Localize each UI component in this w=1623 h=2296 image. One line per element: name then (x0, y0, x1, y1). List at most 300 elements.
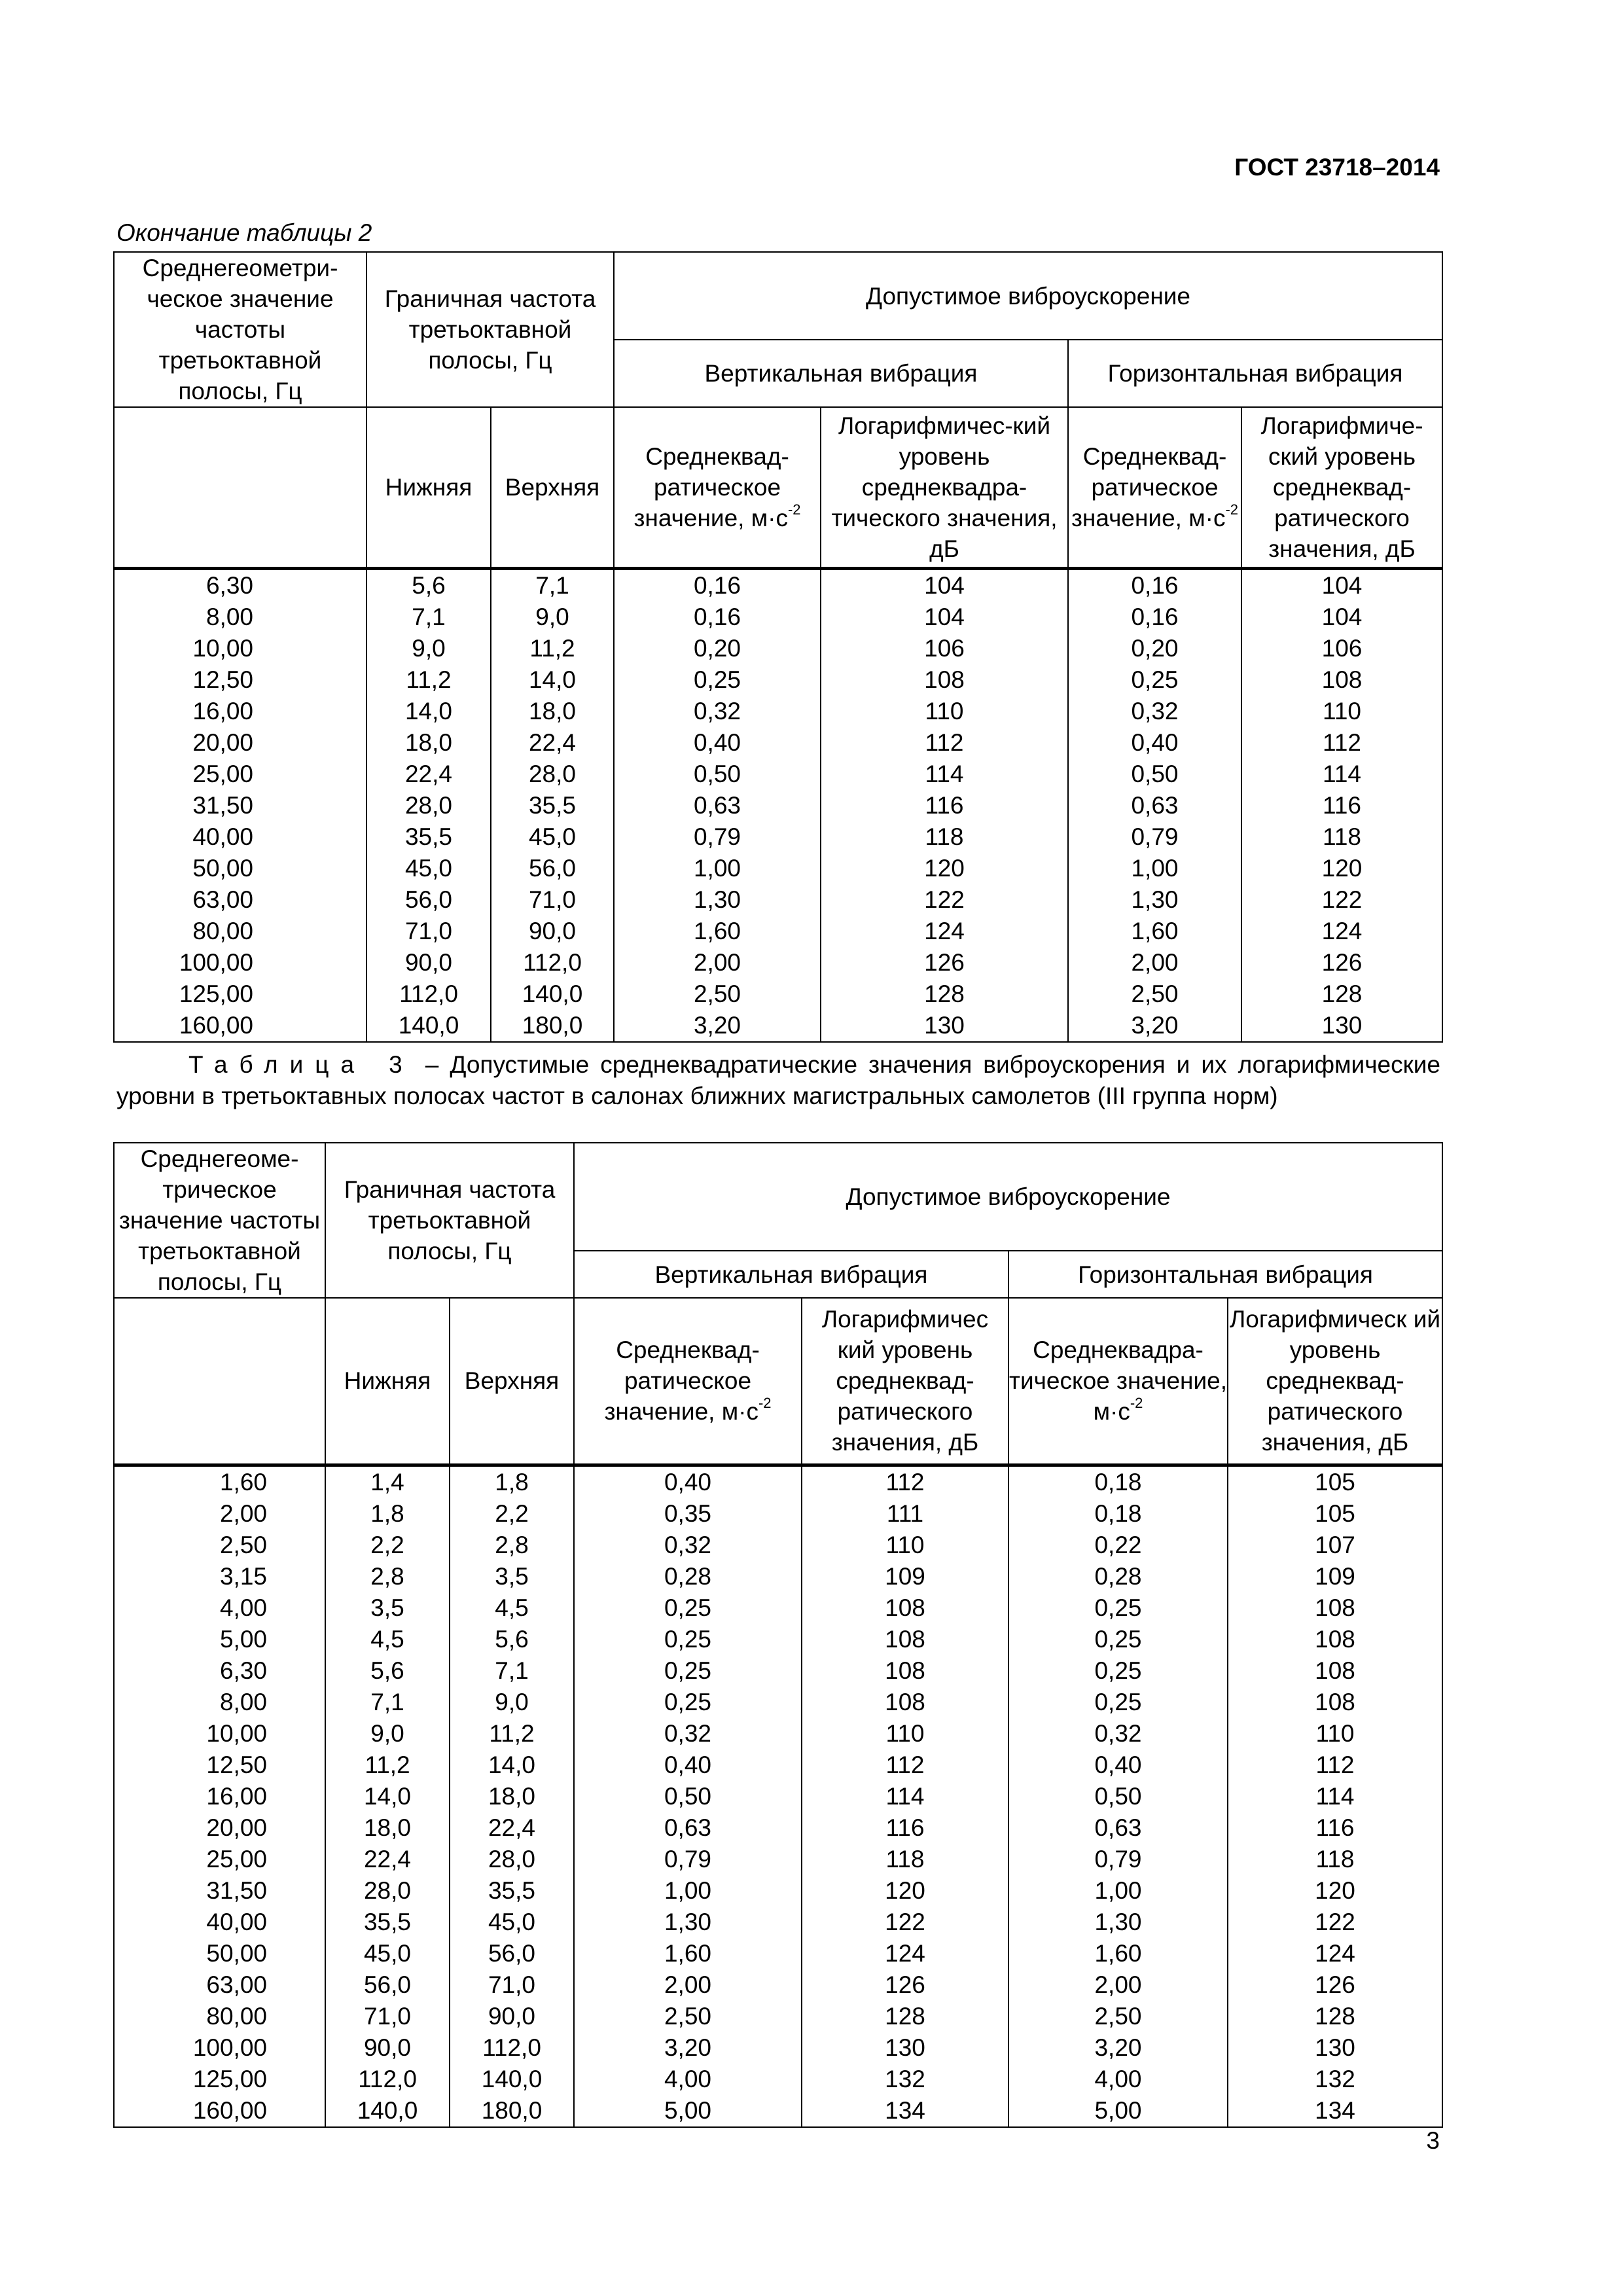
table-cell: 22,4 (491, 727, 614, 759)
table-cell: 0,25 (574, 1592, 802, 1624)
table-cell: 18,0 (491, 696, 614, 727)
table-cell: 6,30 (114, 568, 366, 601)
table-cell: 0,79 (1008, 1844, 1228, 1875)
table-cell: 0,50 (574, 1781, 802, 1812)
table-cell: 0,25 (1008, 1592, 1228, 1624)
table-cell: 0,79 (614, 821, 821, 853)
table-cell: 104 (1241, 568, 1442, 601)
table-cell: 126 (821, 947, 1068, 978)
table-cell: 120 (1228, 1875, 1442, 1907)
table-cell: 108 (1228, 1687, 1442, 1718)
table-cell: 108 (1228, 1592, 1442, 1624)
table-row (114, 978, 1442, 1010)
table-cell: 35,5 (450, 1875, 574, 1907)
table-cell: 0,16 (614, 568, 821, 601)
header-vertical: Вертикальная вибрация (614, 340, 1068, 407)
table-cell: 0,32 (574, 1718, 802, 1749)
table-cell: 160,00 (114, 1010, 366, 1042)
table-cell: 134 (802, 2095, 1008, 2127)
header-rms-vertical-text: Среднеквад-ратическое значение, м·с (633, 442, 789, 531)
table-row (114, 2001, 1442, 2032)
table-cell: 122 (821, 884, 1068, 916)
table-cell: 160,00 (114, 2095, 325, 2127)
table-cell: 0,20 (1068, 633, 1241, 664)
table-cell: 3,20 (574, 2032, 802, 2064)
table-cell: 35,5 (325, 1907, 450, 1938)
table-cell: 0,25 (1008, 1655, 1228, 1687)
table-cell: 0,40 (1008, 1749, 1228, 1781)
table-row (114, 1781, 1442, 1812)
table-cell: 0,32 (1008, 1718, 1228, 1749)
table-cell: 5,00 (114, 1624, 325, 1655)
table-row (114, 1812, 1442, 1844)
table-row (114, 727, 1442, 759)
table-cell: 0,32 (574, 1530, 802, 1561)
table-cell: 2,00 (1068, 947, 1241, 978)
table-cell: 20,00 (114, 727, 366, 759)
table-cell: 1,30 (1008, 1907, 1228, 1938)
table-cell: 20,00 (114, 1812, 325, 1844)
table-cell: 118 (802, 1844, 1008, 1875)
table-cell: 2,8 (450, 1530, 574, 1561)
table-cell: 40,00 (114, 821, 366, 853)
table-row (114, 568, 1442, 601)
table-row (114, 1938, 1442, 1969)
table-cell: 16,00 (114, 1781, 325, 1812)
table-row (114, 790, 1442, 821)
table-cell: 1,00 (1008, 1875, 1228, 1907)
table-cell: 0,20 (614, 633, 821, 664)
table-cell: 22,4 (366, 759, 491, 790)
table-cell: 110 (1241, 696, 1442, 727)
table-cell: 12,50 (114, 1749, 325, 1781)
header-rms-horizontal (1008, 1298, 1228, 1465)
table-cell: 0,25 (574, 1655, 802, 1687)
table-cell: 2,00 (574, 1969, 802, 2001)
table-cell: 104 (821, 601, 1068, 633)
table-cell: 4,5 (450, 1592, 574, 1624)
table-cell: 14,0 (491, 664, 614, 696)
table-row (114, 664, 1442, 696)
table-cell: 124 (1241, 916, 1442, 947)
header-band: Граничная частота третьоктавной полосы, Гц (366, 252, 614, 407)
table-cell: 5,00 (1008, 2095, 1228, 2127)
table-cell: 109 (1228, 1561, 1442, 1592)
table-cell: 0,35 (574, 1498, 802, 1530)
table-cell: 132 (1228, 2064, 1442, 2095)
table-cell: 130 (802, 2032, 1008, 2064)
unit-exponent: -2 (787, 501, 801, 518)
table-cell: 108 (1241, 664, 1442, 696)
table-cell: 1,4 (325, 1465, 450, 1498)
table-row (114, 1875, 1442, 1907)
table-row (114, 696, 1442, 727)
table-cell: 25,00 (114, 759, 366, 790)
table-cell: 125,00 (114, 2064, 325, 2095)
table-cell: 1,30 (574, 1907, 802, 1938)
header-band: Граничная частота третьоктавной полосы, Гц (325, 1143, 574, 1298)
table-cell: 120 (821, 853, 1068, 884)
table-cell: 112 (802, 1465, 1008, 1498)
header-rms-horizontal-text: Среднеквадра-тическое значение, м·с (1009, 1336, 1227, 1426)
table-cell: 0,40 (574, 1465, 802, 1498)
table-cell: 104 (821, 568, 1068, 601)
header-vertical: Вертикальная вибрация (574, 1251, 1008, 1298)
table-cell: 0,16 (1068, 568, 1241, 601)
table-cell: 16,00 (114, 696, 366, 727)
table-cell: 1,60 (1008, 1938, 1228, 1969)
table-cell: 1,00 (1068, 853, 1241, 884)
header-freq: Среднегеометри-ческое значение частоты третьоктавной полосы, Гц (114, 252, 366, 407)
table-cell: 1,00 (574, 1875, 802, 1907)
table-cell: 1,30 (614, 884, 821, 916)
table-cell: 0,18 (1008, 1498, 1228, 1530)
table-cell: 124 (802, 1938, 1008, 1969)
table-cell: 108 (802, 1687, 1008, 1718)
table-cell: 2,50 (114, 1530, 325, 1561)
table-cell: 1,60 (574, 1938, 802, 1969)
table-cell: 0,79 (574, 1844, 802, 1875)
table-cell: 128 (1241, 978, 1442, 1010)
table-cell: 0,16 (1068, 601, 1241, 633)
header-freq-cont (114, 407, 366, 568)
header-rms-vertical (614, 407, 821, 568)
table-cell: 11,2 (366, 664, 491, 696)
table-cell: 122 (1241, 884, 1442, 916)
table-cell: 4,5 (325, 1624, 450, 1655)
table-cell: 118 (1228, 1844, 1442, 1875)
table-cell: 28,0 (450, 1844, 574, 1875)
table-cell: 80,00 (114, 916, 366, 947)
table-row (114, 1969, 1442, 2001)
table-cell: 4,00 (574, 2064, 802, 2095)
table-cell: 108 (821, 664, 1068, 696)
table-cell: 7,1 (325, 1687, 450, 1718)
unit-exponent: -2 (758, 1395, 772, 1412)
table-cell: 5,6 (366, 568, 491, 601)
page-number: 3 (1426, 2127, 1440, 2154)
table-cell: 104 (1241, 601, 1442, 633)
table-cell: 107 (1228, 1530, 1442, 1561)
table-cell: 110 (1228, 1718, 1442, 1749)
header-high: Верхняя (450, 1298, 574, 1465)
table-cell: 126 (1228, 1969, 1442, 2001)
table2-continuation-label: Окончание таблицы 2 (116, 219, 372, 246)
table-cell: 0,25 (574, 1624, 802, 1655)
header-freq: Среднегеомe-трическое значение частоты третьоктавной полосы, Гц (114, 1143, 325, 1298)
table-cell: 0,25 (574, 1687, 802, 1718)
table-cell: 28,0 (366, 790, 491, 821)
table-cell: 14,0 (450, 1749, 574, 1781)
table-cell: 63,00 (114, 884, 366, 916)
table-cell: 126 (802, 1969, 1008, 2001)
table-cell: 4,00 (1008, 2064, 1228, 2095)
table-cell: 0,79 (1068, 821, 1241, 853)
table-cell: 4,00 (114, 1592, 325, 1624)
header-rms-horizontal (1068, 407, 1241, 568)
table-cell: 2,00 (114, 1498, 325, 1530)
table-cell: 2,50 (614, 978, 821, 1010)
table-cell: 0,50 (1068, 759, 1241, 790)
table-row (114, 601, 1442, 633)
table-row (114, 1561, 1442, 1592)
table-cell: 108 (802, 1655, 1008, 1687)
table-cell: 134 (1228, 2095, 1442, 2127)
table-row (114, 1749, 1442, 1781)
table-row (114, 884, 1442, 916)
header-low: Нижняя (366, 407, 491, 568)
table-row (114, 1624, 1442, 1655)
table-cell: 12,50 (114, 664, 366, 696)
table-cell: 3,5 (325, 1592, 450, 1624)
table-cell: 110 (821, 696, 1068, 727)
table-cell: 140,0 (491, 978, 614, 1010)
table-cell: 11,2 (491, 633, 614, 664)
table-cell: 128 (802, 2001, 1008, 2032)
table-cell: 112,0 (491, 947, 614, 978)
header-log-vertical: Логарифмичес кий уровень среднеквад-ратического значения, дБ (802, 1298, 1008, 1465)
table-2-body (114, 568, 1442, 1042)
table-row (114, 1498, 1442, 1530)
header-horizontal: Горизонтальная вибрация (1068, 340, 1442, 407)
table-cell: 2,50 (1008, 2001, 1228, 2032)
table-cell: 90,0 (366, 947, 491, 978)
table-cell: 112,0 (450, 2032, 574, 2064)
table-row (114, 1530, 1442, 1561)
table-row (114, 2064, 1442, 2095)
table-cell: 45,0 (325, 1938, 450, 1969)
table-cell: 1,8 (325, 1498, 450, 1530)
table-cell: 7,1 (366, 601, 491, 633)
table-cell: 3,20 (614, 1010, 821, 1042)
table-cell: 114 (1228, 1781, 1442, 1812)
table-cell: 71,0 (450, 1969, 574, 2001)
table-cell: 2,2 (450, 1498, 574, 1530)
table-cell: 116 (821, 790, 1068, 821)
table-cell: 110 (802, 1530, 1008, 1561)
table-cell: 105 (1228, 1498, 1442, 1530)
table-3-body (114, 1465, 1442, 2127)
table-cell: 2,00 (614, 947, 821, 978)
table-cell: 50,00 (114, 1938, 325, 1969)
table-cell: 0,63 (574, 1812, 802, 1844)
table-cell: 0,50 (1008, 1781, 1228, 1812)
table-cell: 35,5 (366, 821, 491, 853)
table-cell: 0,40 (1068, 727, 1241, 759)
table-cell: 114 (1241, 759, 1442, 790)
table-cell: 71,0 (491, 884, 614, 916)
header-high: Верхняя (491, 407, 614, 568)
table-row (114, 1844, 1442, 1875)
table-cell: 7,1 (450, 1655, 574, 1687)
table-row (114, 759, 1442, 790)
header-log-horizontal: Логарифмическ ий уровень среднеквад-ратического значения, дБ (1228, 1298, 1442, 1465)
table-cell: 5,6 (325, 1655, 450, 1687)
header-freq-cont (114, 1298, 325, 1465)
table-cell: 0,40 (574, 1749, 802, 1781)
table-cell: 10,00 (114, 1718, 325, 1749)
header-low: Нижняя (325, 1298, 450, 1465)
table-cell: 1,60 (1068, 916, 1241, 947)
header-log-vertical: Логарифмичес-кий уровень среднеквадра-тического значения, дБ (821, 407, 1068, 568)
table-row (114, 2032, 1442, 2064)
table-cell: 45,0 (491, 821, 614, 853)
table-cell: 5,6 (450, 1624, 574, 1655)
table-cell: 90,0 (450, 2001, 574, 2032)
table-cell: 106 (821, 633, 1068, 664)
table-cell: 110 (802, 1718, 1008, 1749)
table-row (114, 2095, 1442, 2127)
table-cell: 14,0 (325, 1781, 450, 1812)
table3-caption-label: Таблица 3 (188, 1051, 414, 1078)
table-3 (113, 1142, 1443, 2128)
standard-number: ГОСТ 23718–2014 (1234, 154, 1440, 181)
table-cell: 0,40 (614, 727, 821, 759)
table-cell: 122 (1228, 1907, 1442, 1938)
table3-caption-text: – Допустимые среднеквадратические значения виброускорения и их логарифмические уровни в третьоктавных полосах частот в салонах ближних магистральных самолетов (III группа норм) (116, 1051, 1440, 1109)
table-cell: 18,0 (450, 1781, 574, 1812)
table-cell: 109 (802, 1561, 1008, 1592)
table-cell: 71,0 (366, 916, 491, 947)
table-cell: 9,0 (491, 601, 614, 633)
unit-exponent: -2 (1225, 501, 1239, 518)
table-cell: 112 (1228, 1749, 1442, 1781)
table-cell: 56,0 (325, 1969, 450, 2001)
table-cell: 31,50 (114, 790, 366, 821)
table-cell: 3,20 (1068, 1010, 1241, 1042)
table-cell: 140,0 (325, 2095, 450, 2127)
header-rms-vertical-text: Среднеквад-ратическое значение, м·с (604, 1336, 760, 1426)
header-rms-vertical (574, 1298, 802, 1465)
table-cell: 22,4 (450, 1812, 574, 1844)
table-cell: 0,63 (1068, 790, 1241, 821)
table-cell: 0,32 (614, 696, 821, 727)
table-cell: 122 (802, 1907, 1008, 1938)
table-cell: 90,0 (491, 916, 614, 947)
header-rms-horizontal-text: Среднеквад-ратическое значение, м·с (1071, 442, 1227, 531)
table-cell: 128 (1228, 2001, 1442, 2032)
table-cell: 130 (821, 1010, 1068, 1042)
table-cell: 128 (821, 978, 1068, 1010)
table-cell: 120 (1241, 853, 1442, 884)
table-cell: 63,00 (114, 1969, 325, 2001)
table-cell: 0,28 (574, 1561, 802, 1592)
table-cell: 108 (1228, 1655, 1442, 1687)
table-cell: 45,0 (450, 1907, 574, 1938)
table-row (114, 1687, 1442, 1718)
table-cell: 180,0 (450, 2095, 574, 2127)
unit-exponent: -2 (1130, 1395, 1143, 1412)
table-row (114, 916, 1442, 947)
table-row (114, 1907, 1442, 1938)
table-cell: 40,00 (114, 1907, 325, 1938)
table-cell: 35,5 (491, 790, 614, 821)
table-cell: 124 (1228, 1938, 1442, 1969)
table-cell: 3,20 (1008, 2032, 1228, 2064)
table-cell: 0,63 (1008, 1812, 1228, 1844)
table-cell: 18,0 (325, 1812, 450, 1844)
table-cell: 71,0 (325, 2001, 450, 2032)
table-cell: 2,50 (1068, 978, 1241, 1010)
table-cell: 112,0 (366, 978, 491, 1010)
table-row (114, 1592, 1442, 1624)
table-cell: 125,00 (114, 978, 366, 1010)
table-cell: 116 (802, 1812, 1008, 1844)
table-cell: 9,0 (325, 1718, 450, 1749)
table-cell: 111 (802, 1498, 1008, 1530)
table-cell: 124 (821, 916, 1068, 947)
table-cell: 28,0 (325, 1875, 450, 1907)
table-cell: 45,0 (366, 853, 491, 884)
table-cell: 2,2 (325, 1530, 450, 1561)
table-cell: 3,15 (114, 1561, 325, 1592)
table-cell: 1,8 (450, 1465, 574, 1498)
table-cell: 28,0 (491, 759, 614, 790)
table-cell: 120 (802, 1875, 1008, 1907)
table-cell: 140,0 (450, 2064, 574, 2095)
table-cell: 3,5 (450, 1561, 574, 1592)
table-cell: 18,0 (366, 727, 491, 759)
table-cell: 25,00 (114, 1844, 325, 1875)
table-cell: 8,00 (114, 601, 366, 633)
table-cell: 5,00 (574, 2095, 802, 2127)
table-cell: 112 (1241, 727, 1442, 759)
table-cell: 106 (1241, 633, 1442, 664)
table-cell: 112,0 (325, 2064, 450, 2095)
table-cell: 130 (1241, 1010, 1442, 1042)
table-cell: 7,1 (491, 568, 614, 601)
table-cell: 132 (802, 2064, 1008, 2095)
table-cell: 1,00 (614, 853, 821, 884)
table-cell: 180,0 (491, 1010, 614, 1042)
table-cell: 14,0 (366, 696, 491, 727)
table-cell: 108 (802, 1624, 1008, 1655)
table-cell: 112 (821, 727, 1068, 759)
table-cell: 1,30 (1068, 884, 1241, 916)
table-cell: 0,50 (614, 759, 821, 790)
table-cell: 116 (1228, 1812, 1442, 1844)
table-cell: 2,8 (325, 1561, 450, 1592)
header-allowed: Допустимое виброускорение (574, 1143, 1442, 1251)
table-cell: 114 (802, 1781, 1008, 1812)
table-cell: 6,30 (114, 1655, 325, 1687)
table-cell: 0,22 (1008, 1530, 1228, 1561)
table-cell: 108 (802, 1592, 1008, 1624)
table-cell: 0,25 (614, 664, 821, 696)
table-cell: 112 (802, 1749, 1008, 1781)
table-row (114, 821, 1442, 853)
table-cell: 108 (1228, 1624, 1442, 1655)
table-cell: 56,0 (491, 853, 614, 884)
table-cell: 2,00 (1008, 1969, 1228, 2001)
table-cell: 100,00 (114, 2032, 325, 2064)
table-cell: 0,28 (1008, 1561, 1228, 1592)
table-cell: 114 (821, 759, 1068, 790)
table-cell: 1,60 (614, 916, 821, 947)
table-cell: 0,32 (1068, 696, 1241, 727)
table-cell: 10,00 (114, 633, 366, 664)
table-cell: 80,00 (114, 2001, 325, 2032)
table-cell: 50,00 (114, 853, 366, 884)
table-cell: 31,50 (114, 1875, 325, 1907)
table-cell: 0,25 (1008, 1624, 1228, 1655)
table-cell: 140,0 (366, 1010, 491, 1042)
table-cell: 9,0 (366, 633, 491, 664)
header-log-horizontal: Логарифмиче-ский уровень среднеквад-ратического значения, дБ (1241, 407, 1442, 568)
table-row (114, 1655, 1442, 1687)
table-row (114, 633, 1442, 664)
table-row (114, 1010, 1442, 1042)
